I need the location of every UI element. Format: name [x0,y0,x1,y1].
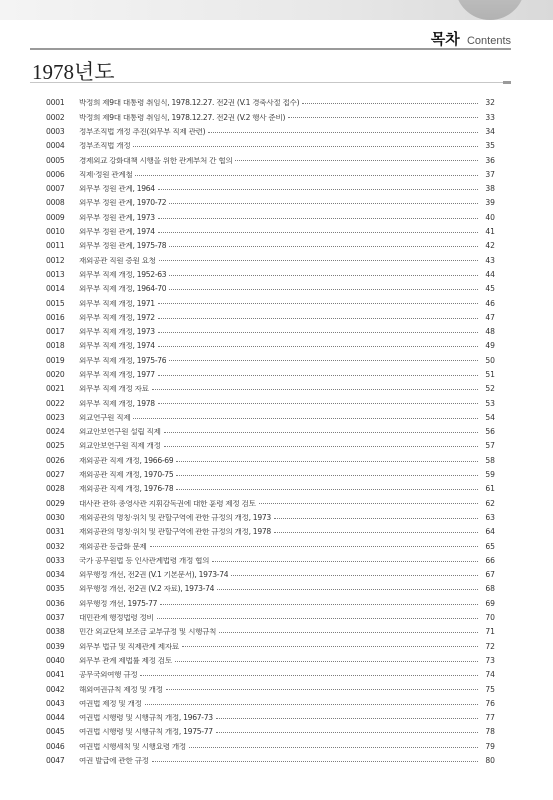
toc-dot-leader [158,331,478,333]
toc-dot-leader [217,588,478,590]
toc-entry[interactable] [46,411,495,425]
toc-entry[interactable] [46,253,495,267]
toc-entry-title: 외무부 정원 관계, 1973 [79,213,155,222]
toc-entry-page: 68 [485,584,495,594]
toc-entry-page: 32 [485,98,495,108]
toc-dot-leader [175,660,478,662]
toc-entry-title: 여권 발급에 관한 규정 [79,757,149,765]
toc-entry-title: 여권법 시행령 및 시행규칙 개정, 1975-77 [79,728,213,736]
toc-entry-page: 39 [485,198,495,208]
toc-entry[interactable] [46,539,495,553]
toc-entry[interactable] [46,196,495,210]
toc-entry[interactable] [46,596,495,610]
toc-dot-leader [274,517,478,519]
toc-dot-leader [216,731,478,733]
toc-entry-title: 외무부 직제 개정, 1975-76 [79,356,167,365]
toc-entry-number: 0047 [46,756,65,765]
toc-dot-leader [140,674,478,676]
toc-dot-leader [133,145,478,147]
toc-entry-title: 재외공관 직제 개정, 1976-78 [79,485,174,493]
toc-entry-title: 재외공관의 명칭·위치 및 관할구역에 관한 규정의 개정, 1978 [79,528,271,536]
toc-entry-page: 46 [485,298,495,308]
toc-dot-leader [135,174,478,176]
toc-entry[interactable] [46,325,495,339]
toc-entry[interactable] [46,739,495,753]
toc-dot-leader [158,188,478,190]
toc-dot-leader [189,746,478,748]
toc-entry-number: 0030 [46,512,65,522]
toc-entry-page: 64 [485,527,495,537]
toc-entry[interactable] [46,125,495,139]
toc-dot-leader [158,302,478,304]
toc-entry-page: 36 [485,155,495,165]
toc-entry-title: 민간 외교단체 보조금 교부규정 및 시행규칙 [79,628,217,636]
toc-dot-leader [158,217,478,219]
top-decorative-band [0,0,553,20]
toc-dot-leader [212,560,478,562]
toc-dot-leader [160,603,478,605]
toc-entry-title: 박정희 제9대 대통령 취임식, 1978.12.27. 전2권 (V.2 행사 준비) [79,113,286,122]
toc-entry[interactable] [46,339,495,353]
toc-dot-leader [158,317,478,319]
toc-entry[interactable] [46,482,495,496]
toc-dot-leader [259,502,478,504]
toc-entry-number: 0008 [46,198,65,208]
toc-entry-page: 53 [485,398,495,408]
toc-entry[interactable] [46,525,495,539]
toc-entry-number: 0001 [46,98,65,108]
toc-entry-title: 재외공관 직제 개정, 1970-75 [79,471,174,479]
toc-entry-page: 66 [485,555,495,565]
toc-entry-page: 69 [485,598,495,608]
toc-entry-page: 75 [485,684,495,694]
toc-entry[interactable] [46,282,495,296]
toc-entry-number: 0016 [46,312,65,322]
toc-entry[interactable] [46,654,495,668]
toc-dot-leader [157,617,478,619]
toc-entry[interactable] [46,210,495,224]
toc-entry-page: 56 [485,427,495,437]
toc-dot-leader [158,374,478,376]
toc-entry[interactable] [46,439,495,453]
toc-dot-leader [158,402,478,404]
toc-entry-page: 37 [485,169,495,179]
toc-entry-number: 0003 [46,126,65,136]
toc-entry-number: 0018 [46,341,65,351]
toc-entry[interactable] [46,110,495,124]
toc-entry[interactable] [46,582,495,596]
toc-entry-number: 0026 [46,455,65,465]
toc-entry-page: 48 [485,327,495,337]
toc-entry-title: 외무부 정원 관계, 1975-78 [79,242,167,250]
toc-entry-title: 외무부 정원 관계, 1970-72 [79,199,167,208]
toc-entry-title: 여권법 시행세칙 및 시행요령 개정 [79,742,186,751]
toc-entry[interactable] [46,96,495,110]
toc-entry-title: 박정희 제9대 대통령 취임식, 1978.12.27. 전2권 (V.1 경축사절 접수) [79,99,300,107]
toc-entry-page: 58 [485,455,495,465]
toc-dot-leader [164,431,478,433]
toc-entry[interactable] [46,682,495,696]
toc-entry-number: 0041 [46,670,65,680]
toc-entry-number: 0004 [46,141,65,151]
year-divider [30,82,511,83]
toc-entry-number: 0009 [46,212,65,222]
toc-dot-leader [274,531,478,533]
toc-entry[interactable] [46,268,495,282]
toc-entry[interactable] [46,225,495,239]
toc-entry-page: 41 [485,227,495,237]
toc-entry-number: 0039 [46,641,65,651]
toc-entry-title: 외무부 정원 관계, 1964 [79,185,155,193]
toc-entry-title: 외무행정 개선, 전2권 (V.1 기본문서), 1973-74 [79,571,229,579]
toc-entry-page: 76 [485,698,495,708]
toc-entry-page: 33 [485,112,495,122]
toc-dot-leader [152,760,478,762]
toc-dot-leader [169,245,478,247]
toc-dot-leader [176,460,478,462]
toc-entry-title: 외무부 직제 개정 자료 [79,385,149,393]
toc-entry-page: 35 [485,141,495,151]
toc-dot-leader [176,474,478,476]
toc-entry-number: 0044 [46,713,65,723]
toc-entry-page: 42 [485,241,495,251]
toc-entry-title: 해외여권규칙 제정 및 개정 [79,685,163,694]
toc-entry-title: 외무부 법규 및 직제관계 제자료 [79,642,179,651]
toc-entry-number: 0017 [46,327,65,337]
toc-entry[interactable] [46,167,495,181]
toc-entry-title: 외무부 직제 개정, 1972 [79,313,155,322]
toc-entry-page: 79 [485,741,495,751]
toc-entry-title: 재외공관 직원 증원 요청 [79,256,156,265]
toc-entry-page: 54 [485,412,495,422]
toc-dot-leader [133,417,478,419]
toc-entry-title: 외무부 직제 개정, 1978 [79,399,155,408]
toc-entry-title: 여권법 제정 및 개정 [79,699,142,708]
section-title-en: Contents [466,35,511,47]
table-of-contents [46,96,495,768]
toc-entry[interactable] [46,239,495,253]
toc-entry-title: 외무부 정원 관계, 1974 [79,228,155,236]
toc-entry-page: 78 [485,727,495,737]
toc-entry-number: 0035 [46,584,65,594]
toc-entry-title: 대민관계 행정법령 정비 [79,614,154,622]
toc-entry-title: 정부조직법 개정 [79,142,131,150]
toc-entry-number: 0002 [46,112,65,122]
toc-dot-leader [235,159,478,161]
toc-entry-page: 70 [485,613,495,623]
toc-entry-page: 59 [485,470,495,480]
toc-entry-number: 0024 [46,427,65,437]
toc-entry[interactable] [46,511,495,525]
toc-entry-number: 0028 [46,484,65,494]
decorative-arc [455,0,525,20]
toc-entry[interactable] [46,611,495,625]
toc-entry-title: 외무부 직제 개정, 1971 [79,299,155,308]
year-heading: 1978년도 [32,60,115,84]
toc-dot-leader [216,717,478,719]
toc-entry-number: 0023 [46,412,65,422]
toc-entry-title: 여권법 시행령 및 시행규칙 개정, 1967-73 [79,714,213,722]
toc-dot-leader [288,116,478,118]
toc-entry-number: 0025 [46,441,65,451]
toc-entry-title: 외무부 직제 개정, 1977 [79,370,155,379]
toc-entry-number: 0005 [46,155,65,165]
toc-dot-leader [164,445,478,447]
toc-entry[interactable] [46,139,495,153]
toc-dot-leader [302,102,478,104]
toc-dot-leader [152,388,478,390]
toc-entry[interactable] [46,754,495,768]
toc-entry-number: 0021 [46,384,65,394]
toc-entry-title: 대사관 관하 총영사관 지휘감독권에 대한 훈령 제정 검토 [79,499,256,508]
toc-entry[interactable] [46,396,495,410]
toc-entry-title: 정부조직법 개정 추진(외무부 직제 관련) [79,127,206,136]
toc-entry-title: 재외공관의 명칭·위치 및 관할구역에 관한 규정의 개정, 1973 [79,513,271,522]
toc-entry[interactable] [46,353,495,367]
toc-entry-number: 0012 [46,255,65,265]
toc-entry-number: 0042 [46,684,65,694]
toc-entry-title: 외무부 직제 개정, 1974 [79,342,155,350]
header-divider [30,48,511,50]
toc-entry-number: 0010 [46,227,65,237]
toc-dot-leader [169,202,478,204]
toc-dot-leader [166,688,478,690]
toc-entry-page: 50 [485,355,495,365]
toc-entry[interactable] [46,153,495,167]
toc-entry-title: 국가 공무원법 등 인사관계법령 개정 협의 [79,556,210,565]
toc-entry[interactable] [46,696,495,710]
toc-dot-leader [145,703,478,705]
toc-entry-number: 0020 [46,369,65,379]
toc-entry[interactable] [46,711,495,725]
toc-entry-title: 외교연구원 직제 [79,413,131,422]
toc-dot-leader [150,545,478,547]
toc-entry-title: 외무행정 개선, 전2권 (V.2 자료), 1973-74 [79,585,215,594]
toc-dot-leader [208,131,478,133]
toc-entry-page: 43 [485,255,495,265]
toc-dot-leader [231,574,478,576]
toc-entry-number: 0031 [46,527,65,537]
toc-entry-page: 45 [485,284,495,294]
toc-entry-page: 62 [485,498,495,508]
toc-dot-leader [169,288,478,290]
toc-entry-page: 71 [485,627,495,637]
toc-dot-leader [169,274,478,276]
toc-entry-number: 0013 [46,269,65,279]
toc-entry-number: 0036 [46,598,65,608]
toc-dot-leader [182,645,478,647]
toc-entry-title: 재외공관 등급화 문제 [79,542,147,551]
section-title [431,28,511,49]
toc-entry-page: 63 [485,512,495,522]
toc-entry-number: 0038 [46,627,65,637]
toc-dot-leader [158,345,478,347]
toc-dot-leader [176,488,478,490]
toc-entry[interactable] [46,382,495,396]
toc-dot-leader [158,231,478,233]
toc-entry[interactable] [46,310,495,324]
toc-entry-page: 38 [485,184,495,194]
toc-entry-title: 외무부 직제 개정, 1964-70 [79,285,167,293]
year-divider-accent [503,81,511,84]
toc-entry-page: 57 [485,441,495,451]
toc-entry-page: 44 [485,269,495,279]
toc-entry-number: 0037 [46,613,65,623]
toc-entry-number: 0011 [46,241,65,251]
toc-entry[interactable] [46,182,495,196]
toc-entry[interactable] [46,368,495,382]
toc-entry-title: 재외공관 직제 개정, 1966-69 [79,456,174,465]
toc-entry-page: 77 [485,713,495,723]
toc-entry-page: 49 [485,341,495,351]
toc-dot-leader [219,631,478,633]
toc-entry[interactable] [46,625,495,639]
toc-entry-title: 외무행정 개선, 1975-77 [79,599,158,608]
page-header [0,22,553,48]
toc-entry-page: 40 [485,212,495,222]
toc-entry-title: 외무부 직제 개정, 1973 [79,328,155,336]
toc-entry-number: 0034 [46,570,65,580]
toc-entry-page: 73 [485,655,495,665]
toc-entry-number: 0006 [46,169,65,179]
toc-entry[interactable] [46,496,495,510]
toc-entry-number: 0045 [46,727,65,737]
toc-entry-page: 47 [485,312,495,322]
toc-entry-page: 67 [485,570,495,580]
toc-entry[interactable] [46,554,495,568]
toc-entry[interactable] [46,296,495,310]
section-title-ko: 목차 [430,30,460,48]
toc-entry-number: 0029 [46,498,65,508]
toc-entry-page: 52 [485,384,495,394]
toc-entry-page: 34 [485,126,495,136]
toc-entry-number: 0040 [46,655,65,665]
toc-entry-title: 경제외교 강화대책 시행을 위한 관계부처 간 협의 [79,156,233,165]
toc-entry-number: 0032 [46,541,65,551]
toc-entry[interactable] [46,725,495,739]
toc-entry-title: 외교안보연구원 설립 직제 [79,428,161,436]
toc-entry-number: 0033 [46,555,65,565]
toc-entry-page: 61 [485,484,495,494]
toc-entry-number: 0007 [46,184,65,194]
toc-entry[interactable] [46,668,495,682]
toc-dot-leader [159,259,478,261]
toc-entry-page: 51 [485,369,495,379]
toc-entry-number: 0043 [46,698,65,708]
toc-entry-page: 80 [485,756,495,765]
toc-entry-number: 0022 [46,398,65,408]
toc-entry-number: 0014 [46,284,65,294]
toc-entry-number: 0027 [46,470,65,480]
toc-entry-page: 74 [485,670,495,680]
toc-entry-title: 외무부 직제 개정, 1952-63 [79,270,167,279]
toc-entry-title: 직제·정원 관계철 [79,170,133,179]
toc-entry[interactable] [46,639,495,653]
toc-entry[interactable] [46,453,495,467]
toc-dot-leader [169,359,478,361]
toc-entry[interactable] [46,425,495,439]
toc-entry-page: 65 [485,541,495,551]
toc-entry[interactable] [46,568,495,582]
toc-entry-title: 외교안보연구원 직제 개정 [79,442,161,451]
toc-entry-title: 외무부 관계 제법률 제정 검토 [79,656,172,665]
toc-entry-number: 0046 [46,741,65,751]
toc-entry[interactable] [46,468,495,482]
toc-entry-title: 공무국외여행 규정 [79,671,138,679]
toc-entry-number: 0019 [46,355,65,365]
toc-entry-number: 0015 [46,298,65,308]
toc-entry-page: 72 [485,641,495,651]
